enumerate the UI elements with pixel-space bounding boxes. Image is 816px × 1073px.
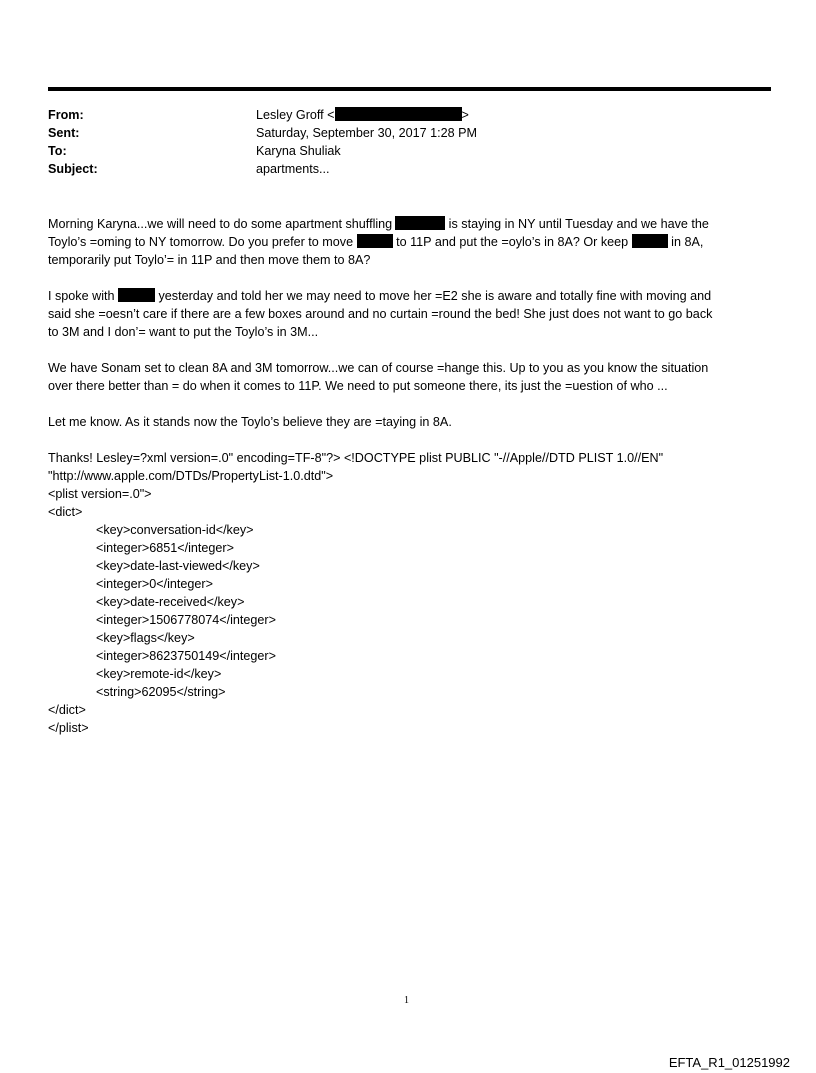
text-span: in 8A, xyxy=(667,235,704,249)
from-row xyxy=(48,106,771,124)
to-row xyxy=(48,142,771,160)
body-line: to 3M and I don’= want to put the Toylo’s in 3M... xyxy=(48,325,319,339)
body-line: Let me know. As it stands now the Toylo’s believe they are =taying in 8A. xyxy=(48,415,452,429)
from-close: > xyxy=(461,108,469,122)
header-rule xyxy=(48,87,771,91)
from-name: Lesley Groff < xyxy=(256,108,335,122)
plist-line: <key>conversation-id</key> xyxy=(96,523,254,537)
sent-row xyxy=(48,124,771,142)
body-line xyxy=(48,233,703,251)
plist-line: <string>62095</string> xyxy=(96,685,226,699)
subject-value: apartments... xyxy=(256,162,330,176)
text-span: Morning Karyna...we will need to do some apartment shuffling xyxy=(48,217,393,231)
body-line: We have Sonam set to clean 8A and 3M tomorrow...we can of course =hange this. Up to you as you know the situation xyxy=(48,361,709,375)
text-span: I spoke with xyxy=(48,289,118,303)
from-label: From: xyxy=(48,108,84,122)
subject-label: Subject: xyxy=(48,162,98,176)
to-value: Karyna Shuliak xyxy=(256,144,341,158)
redaction-box xyxy=(357,234,393,248)
bates-number: EFTA_R1_01251992 xyxy=(668,1055,790,1070)
body-line: </dict> xyxy=(48,703,86,717)
redaction-box xyxy=(118,288,155,302)
body-line: temporarily put Toylo’= in 11P and then move them to 8A? xyxy=(48,253,371,267)
body-line xyxy=(48,287,711,305)
redaction-box xyxy=(395,216,445,230)
plist-line: <integer>8623750149</integer> xyxy=(96,649,276,663)
plist-line: <key>date-received</key> xyxy=(96,595,245,609)
plist-line: <key>remote-id</key> xyxy=(96,667,222,681)
text-span: to 11P and put the =oylo’s in 8A? Or keep xyxy=(392,235,632,249)
redaction-box xyxy=(632,234,668,248)
body-line: said she =oesn’t care if there are a few boxes around and no curtain =round the bed! She just does not want to go back xyxy=(48,307,713,321)
sent-label: Sent: xyxy=(48,126,80,140)
plist-line: <key>flags</key> xyxy=(96,631,195,645)
body-line: "http://www.apple.com/DTDs/PropertyList-1.0.dtd"> xyxy=(48,469,334,483)
page-number: 1 xyxy=(404,995,409,1006)
plist-line: <integer>6851</integer> xyxy=(96,541,234,555)
plist-line: <integer>0</integer> xyxy=(96,577,213,591)
body-line: <plist version=.0"> xyxy=(48,487,152,501)
text-span: yesterday and told her we may need to move her =E2 she is aware and totally fine with moving and xyxy=(155,289,712,303)
plist-line: <key>date-last-viewed</key> xyxy=(96,559,260,573)
body-line: <dict> xyxy=(48,505,83,519)
text-span: Toylo’s =oming to NY tomorrow. Do you prefer to move xyxy=(48,235,357,249)
sent-value: Saturday, September 30, 2017 1:28 PM xyxy=(256,126,477,140)
body-line: over there better than = do when it comes to 11P. We need to put someone there, its just the =uestion of who ... xyxy=(48,379,668,393)
subject-row xyxy=(48,160,771,178)
plist-line: <integer>1506778074</integer> xyxy=(96,613,276,627)
from-value xyxy=(256,106,469,124)
to-label: To: xyxy=(48,144,67,158)
body-line: Thanks! Lesley=?xml version=.0" encoding=TF-8"?> <!DOCTYPE plist PUBLIC "-//Apple//DTD PLIST 1.0//EN" xyxy=(48,451,664,465)
body-line xyxy=(48,215,709,233)
redaction-box xyxy=(335,107,462,121)
body-line: </plist> xyxy=(48,721,89,735)
text-span: is staying in NY until Tuesday and we have the xyxy=(445,217,709,231)
